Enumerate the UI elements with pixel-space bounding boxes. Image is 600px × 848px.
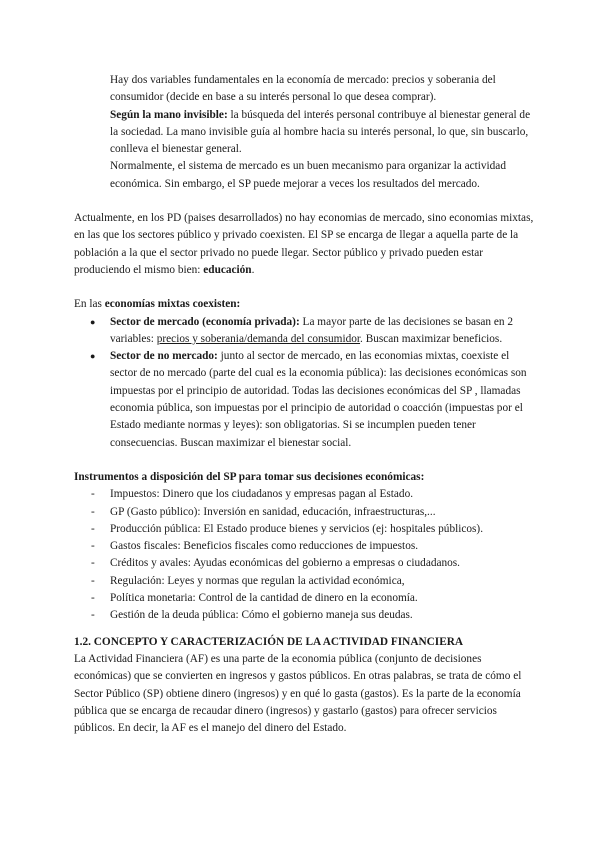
- underlined-variables: precios y soberania/demanda del consumidor: [156, 332, 361, 345]
- instrumento-text: Créditos y avales: Ayudas económicas del gobierno a empresas o ciudadanos.: [110, 557, 461, 570]
- instrumento-text: GP (Gasto público): Inversión en sanidad, educación, infraestructuras,...: [110, 505, 436, 518]
- list-item: [74, 486, 534, 503]
- sector-no-mercado-label: Sector de no mercado:: [110, 350, 218, 363]
- sector-no-mercado-text: junto al sector de mercado, en las economias mixtas, coexiste el sector de no mercado (parte del cual es la economia pública): las decisiones económicas son impuestas por el principio de autoridad. Todas las decisiones económicas del SP , llamadas economia pública, son impuestas por el principio de autoridad o coacción (impuestas por el Estado mediante normas y leyes): son obligatorias. Si se incumplen pueden tener consecuencias. Buscan maximizar el bienestar social.: [110, 350, 527, 449]
- sector-mercado-end: . Buscan maximizar beneficios.: [360, 332, 503, 345]
- instrumento-text: Producción pública: El Estado produce bienes y servicios (ej: hospitales públicos).: [110, 522, 484, 535]
- instrumentos-list: [74, 486, 534, 624]
- list-item: [74, 521, 534, 538]
- list-item: [74, 555, 534, 572]
- mano-invisible-text: la búsqueda del interés personal contribuye al bienestar general de la sociedad. La mano invisible guía al hombre hacia su interés personal, lo que, sin buscarlo, conlleva el bienestar general.: [110, 108, 531, 156]
- section-title: 1.2. CONCEPTO Y CARACTERIZACIÓN DE LA ACTIVIDAD FINANCIERA: [74, 635, 464, 648]
- af-paragraph: La Actividad Financiera (AF) es una parte de la economia pública (conjunto de decisiones económicas) que se convierten en ingresos y gastos públicos. En otras palabras, se trata de cómo el Sector Público (SP) obtiene dinero (ingresos) y en qué lo gasta (gastos). Es la parte de la economía pública que se encarga de recaudar dinero (ingresos) y gastarlo (gastos) para ofrecer servicios públicos. En decir, la AF es el manejo del dinero del Estado.: [74, 652, 522, 735]
- instrumentos-heading: Instrumentos a disposición del SP para tomar sus decisiones económicas:: [74, 470, 425, 483]
- instrumento-text: Política monetaria: Control de la cantidad de dinero en la economía.: [110, 592, 418, 605]
- instrumento-text: Gastos fiscales: Beneficios fiscales como reducciones de impuestos.: [110, 540, 419, 553]
- list-item: [74, 590, 534, 607]
- bullet-icon: ●: [90, 316, 96, 327]
- document-page: [74, 72, 534, 737]
- list-item: [74, 504, 534, 521]
- dash-icon: -: [91, 488, 95, 501]
- bullet-icon: ●: [90, 351, 96, 362]
- mixtas-list: [74, 314, 534, 452]
- intro-block: [74, 72, 534, 193]
- mixtas-bold: economías mixtas coexisten:: [104, 298, 241, 311]
- variables-paragraph: Hay dos variables fundamentales en la economía de mercado: precios y soberania del consumidor (decide en base a su interés personal lo que desea comprar).: [110, 74, 496, 104]
- pd-period: .: [251, 263, 255, 276]
- mixtas-prefix: En las: [74, 298, 105, 311]
- educacion-bold: educación: [203, 263, 252, 276]
- dash-icon: -: [91, 505, 95, 518]
- normalmente-paragraph: Normalmente, el sistema de mercado es un buen mecanismo para organizar la actividad económica. Sin embargo, el SP puede mejorar a veces los resultados del mercado.: [110, 160, 506, 190]
- list-item: [74, 573, 534, 590]
- list-item: [74, 314, 534, 349]
- instrumento-text: Impuestos: Dinero que los ciudadanos y empresas pagan al Estado.: [110, 488, 414, 501]
- pd-paragraph: [74, 210, 534, 279]
- list-item: [74, 348, 534, 452]
- dash-icon: -: [91, 522, 95, 535]
- dash-icon: -: [91, 540, 95, 553]
- dash-icon: -: [91, 574, 95, 587]
- instrumento-text: Gestión de la deuda pública: Cómo el gobierno maneja sus deudas.: [110, 609, 413, 622]
- dash-icon: -: [91, 592, 95, 605]
- dash-icon: -: [91, 609, 95, 622]
- sector-mercado-text: La mayor parte de las decisiones se basan en 2 variables:: [110, 315, 514, 345]
- list-item: [74, 607, 534, 624]
- mano-invisible-paragraph: [110, 107, 534, 159]
- sector-mercado-label: Sector de mercado (economía privada):: [110, 315, 300, 328]
- mano-invisible-label: Según la mano invisible:: [110, 108, 228, 121]
- mixtas-heading: [74, 296, 534, 313]
- dash-icon: -: [91, 557, 95, 570]
- instrumento-text: Regulación: Leyes y normas que regulan la actividad económica,: [110, 574, 405, 587]
- list-item: [74, 538, 534, 555]
- pd-text: Actualmente, en los PD (paises desarrollados) no hay economias de mercado, sino economias mixtas, en las que los sectores público y privado coexisten. El SP se encarga de llegar a aquella parte de la población a la que el sector privado no puede llegar. Sector público y privado pueden estar produciendo el mismo bien:: [74, 212, 534, 276]
